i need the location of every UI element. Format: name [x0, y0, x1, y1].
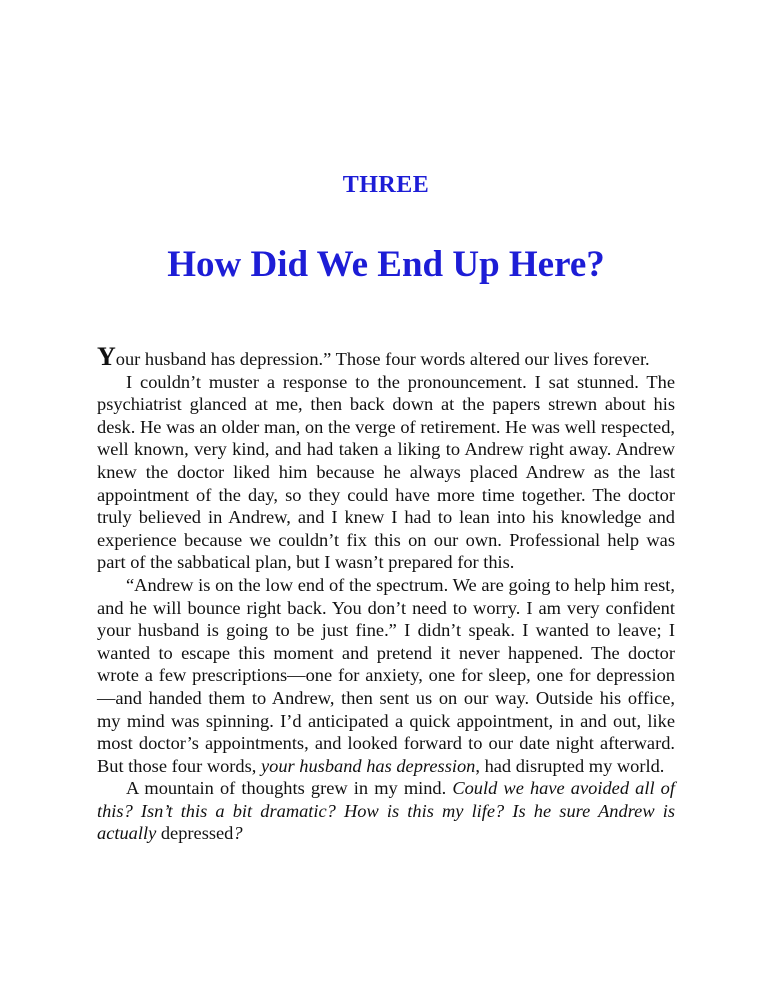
drop-cap: Y [97, 342, 116, 371]
chapter-body [97, 342, 675, 845]
paragraph-4-text-a: A mountain of thoughts grew in my mind. [126, 778, 453, 799]
paragraph-4 [97, 777, 675, 845]
chapter-number: THREE [342, 172, 430, 198]
paragraph-2 [97, 371, 675, 574]
paragraph-4-italic-a: Could we have avoided all of this? Isn’t this a bit dramatic? How is this my life? Is he sure Andrew is actually [97, 778, 675, 844]
paragraph-1 [97, 342, 675, 371]
paragraph-3-italic: your husband has depression [260, 755, 476, 776]
paragraph-4-text-b: depressed [156, 823, 234, 844]
paragraph-2-text: I couldn’t muster a response to the pronouncement. I sat stunned. The psychiatrist glanced at me, then back down at the papers strewn about his desk. He was an older man, on the verge of retirement. He was well respected, well known, very kind, and had taken a liking to Andrew right away. Andrew knew the doctor liked him because he always placed Andrew as the last appointment of the day, so they could have more time together. The doctor truly believed in Andrew, and I knew I had to lean into his knowledge and experience because we couldn’t fix this on our own. Professional help was part of the sabbatical plan, but I wasn’t prepared for this. [97, 371, 675, 573]
paragraph-4-italic-b: ? [233, 823, 243, 844]
chapter-title: How Did We End Up Here? [167, 244, 605, 285]
paragraph-3-text-b: , had disrupted my world. [475, 755, 665, 776]
paragraph-3-text-a: “Andrew is on the low end of the spectrum. We are going to help him rest, and he will bounce right back. You don’t need to worry. I am very confident your husband is going to be just fine.” I didn’t speak. I wanted to leave; I wanted to escape this moment and pretend it never happened. The doctor wrote a few prescriptions—one for anxiety, one for sleep, one for depression—and handed them to Andrew, then sent us on our way. Outside his office, my mind was spinning. I’d anticipated a quick appointment, in and out, like most doctor’s appointments, and looked forward to our date night afterward. But those four words, [97, 574, 675, 776]
paragraph-1-text: our husband has depression.” Those four words altered our lives forever. [115, 349, 650, 369]
paragraph-3 [97, 574, 675, 777]
